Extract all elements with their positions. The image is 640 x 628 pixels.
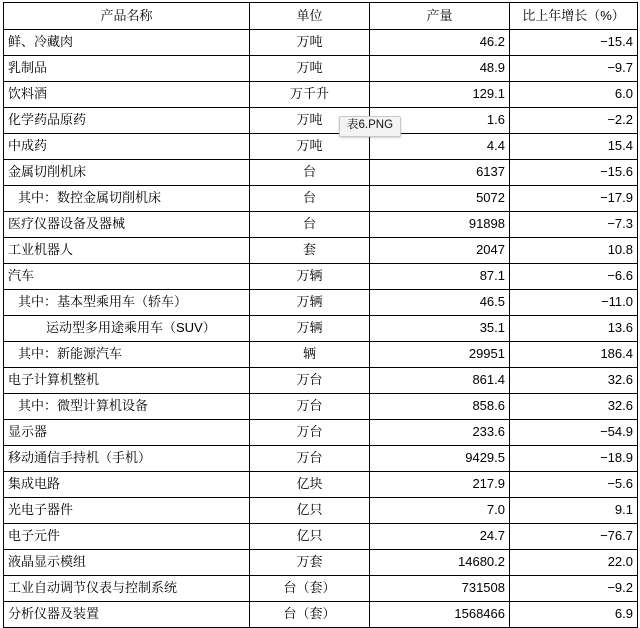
cell-growth: 15.4 xyxy=(510,134,638,160)
table-row xyxy=(4,30,638,56)
cell-product-name: 饮料酒 xyxy=(4,82,250,108)
cell-product-name: 中成药 xyxy=(4,134,250,160)
cell-product-name: 移动通信手持机（手机） xyxy=(4,446,250,472)
cell-growth: −2.2 xyxy=(510,108,638,134)
cell-growth: 9.1 xyxy=(510,498,638,524)
table-row xyxy=(4,368,638,394)
cell-output: 35.1 xyxy=(370,316,510,342)
cell-unit: 万台 xyxy=(250,368,370,394)
cell-growth: 186.4 xyxy=(510,342,638,368)
table-row xyxy=(4,602,638,628)
cell-output: 24.7 xyxy=(370,524,510,550)
table-row xyxy=(4,134,638,160)
cell-growth: −17.9 xyxy=(510,186,638,212)
cell-unit: 辆 xyxy=(250,342,370,368)
cell-growth: −7.3 xyxy=(510,212,638,238)
cell-output: 46.5 xyxy=(370,290,510,316)
cell-unit: 台 xyxy=(250,186,370,212)
cell-product-name: 工业自动调节仪表与控制系统 xyxy=(4,576,250,602)
cell-unit: 亿只 xyxy=(250,498,370,524)
cell-growth: 10.8 xyxy=(510,238,638,264)
cell-unit: 万千升 xyxy=(250,82,370,108)
cell-output: 1568466 xyxy=(370,602,510,628)
cell-output: 6137 xyxy=(370,160,510,186)
cell-unit: 万辆 xyxy=(250,290,370,316)
column-header-growth: 比上年增长（%） xyxy=(510,3,638,30)
cell-growth: −5.6 xyxy=(510,472,638,498)
table-row xyxy=(4,56,638,82)
table-row xyxy=(4,420,638,446)
cell-product-name: 化学药品原药 xyxy=(4,108,250,134)
cell-output: 4.4 xyxy=(370,134,510,160)
cell-product-name: 其中：微型计算机设备 xyxy=(4,394,250,420)
cell-product-name: 光电子器件 xyxy=(4,498,250,524)
cell-growth: −9.7 xyxy=(510,56,638,82)
cell-unit: 台（套） xyxy=(250,602,370,628)
cell-growth: −15.6 xyxy=(510,160,638,186)
cell-product-name: 显示器 xyxy=(4,420,250,446)
cell-growth: 13.6 xyxy=(510,316,638,342)
cell-product-name: 医疗仪器设备及器械 xyxy=(4,212,250,238)
cell-output: 731508 xyxy=(370,576,510,602)
cell-unit: 万辆 xyxy=(250,316,370,342)
table-row xyxy=(4,342,638,368)
cell-unit: 万吨 xyxy=(250,134,370,160)
column-header-output: 产量 xyxy=(370,3,510,30)
cell-output: 129.1 xyxy=(370,82,510,108)
cell-output: 9429.5 xyxy=(370,446,510,472)
table-row xyxy=(4,550,638,576)
cell-unit: 台（套） xyxy=(250,576,370,602)
cell-product-name: 其中：基本型乘用车（轿车） xyxy=(4,290,250,316)
cell-product-name: 分析仪器及装置 xyxy=(4,602,250,628)
cell-unit: 万吨 xyxy=(250,108,370,134)
table-row xyxy=(4,160,638,186)
cell-growth: −54.9 xyxy=(510,420,638,446)
table-row xyxy=(4,472,638,498)
cell-unit: 万吨 xyxy=(250,30,370,56)
cell-growth: −76.7 xyxy=(510,524,638,550)
cell-growth: −11.0 xyxy=(510,290,638,316)
column-header-product-name: 产品名称 xyxy=(4,3,250,30)
cell-growth: −9.2 xyxy=(510,576,638,602)
cell-unit: 万台 xyxy=(250,446,370,472)
table-row xyxy=(4,212,638,238)
cell-output: 233.6 xyxy=(370,420,510,446)
cell-product-name: 金属切削机床 xyxy=(4,160,250,186)
table-row xyxy=(4,264,638,290)
cell-unit: 万台 xyxy=(250,394,370,420)
cell-growth: 22.0 xyxy=(510,550,638,576)
cell-growth: −6.6 xyxy=(510,264,638,290)
cell-product-name: 集成电路 xyxy=(4,472,250,498)
cell-unit: 亿只 xyxy=(250,524,370,550)
cell-output: 2047 xyxy=(370,238,510,264)
cell-unit: 万套 xyxy=(250,550,370,576)
table-row xyxy=(4,290,638,316)
cell-growth: 6.0 xyxy=(510,82,638,108)
cell-output: 7.0 xyxy=(370,498,510,524)
production-table xyxy=(3,2,638,628)
cell-growth: −18.9 xyxy=(510,446,638,472)
cell-output: 48.9 xyxy=(370,56,510,82)
cell-output: 91898 xyxy=(370,212,510,238)
table-row xyxy=(4,446,638,472)
cell-product-name: 电子元件 xyxy=(4,524,250,550)
cell-output: 1.6 xyxy=(370,108,510,134)
cell-growth: 32.6 xyxy=(510,394,638,420)
cell-product-name: 汽车 xyxy=(4,264,250,290)
cell-product-name: 其中：数控金属切削机床 xyxy=(4,186,250,212)
column-header-unit: 单位 xyxy=(250,3,370,30)
cell-output: 861.4 xyxy=(370,368,510,394)
cell-product-name: 乳制品 xyxy=(4,56,250,82)
cell-product-name: 电子计算机整机 xyxy=(4,368,250,394)
cell-output: 217.9 xyxy=(370,472,510,498)
table-row xyxy=(4,238,638,264)
table-row xyxy=(4,316,638,342)
cell-unit: 台 xyxy=(250,212,370,238)
cell-output: 46.2 xyxy=(370,30,510,56)
cell-growth: 6.9 xyxy=(510,602,638,628)
table-row xyxy=(4,524,638,550)
table-row xyxy=(4,186,638,212)
cell-unit: 万台 xyxy=(250,420,370,446)
cell-output: 5072 xyxy=(370,186,510,212)
cell-output: 858.6 xyxy=(370,394,510,420)
file-name-label: 表6.PNG xyxy=(339,116,401,137)
table-row xyxy=(4,82,638,108)
table-row xyxy=(4,394,638,420)
cell-unit: 万吨 xyxy=(250,56,370,82)
cell-output: 14680.2 xyxy=(370,550,510,576)
table-header-row xyxy=(4,3,638,30)
table-row xyxy=(4,108,638,134)
cell-product-name: 工业机器人 xyxy=(4,238,250,264)
cell-product-name: 液晶显示模组 xyxy=(4,550,250,576)
table-body xyxy=(4,30,638,628)
cell-unit: 套 xyxy=(250,238,370,264)
cell-growth: 32.6 xyxy=(510,368,638,394)
cell-unit: 万辆 xyxy=(250,264,370,290)
cell-product-name: 其中：新能源汽车 xyxy=(4,342,250,368)
table-header xyxy=(4,3,638,30)
cell-product-name: 鲜、冷藏肉 xyxy=(4,30,250,56)
cell-product-name: 运动型多用途乘用车（SUV） xyxy=(4,316,250,342)
cell-unit: 亿块 xyxy=(250,472,370,498)
cell-output: 29951 xyxy=(370,342,510,368)
table-row xyxy=(4,576,638,602)
table-row xyxy=(4,498,638,524)
cell-unit: 台 xyxy=(250,160,370,186)
cell-growth: −15.4 xyxy=(510,30,638,56)
cell-output: 87.1 xyxy=(370,264,510,290)
